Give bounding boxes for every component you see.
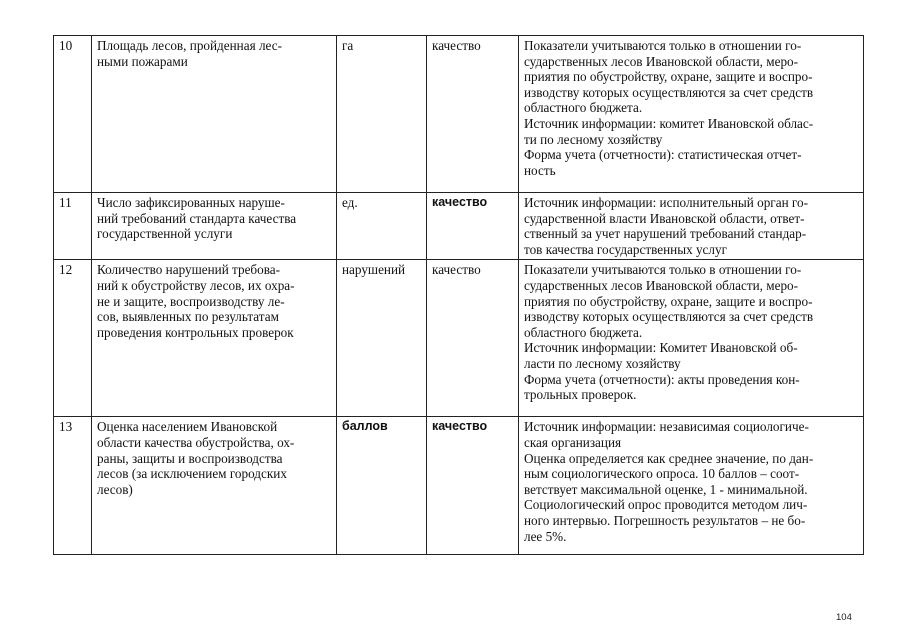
type-cell: качество: [427, 193, 519, 260]
indicator-name: Число зафиксированных наруше- ний требований стандарта качества государственной услуги: [92, 193, 337, 260]
indicators-table: [53, 35, 864, 555]
table-row: [54, 417, 864, 555]
description-cell: Источник информации: исполнительный орган го- сударственной власти Ивановской области, ответ- ственный за учет нарушений требований стандар- тов качества государственных услуг: [519, 193, 864, 260]
table-row: [54, 193, 864, 260]
indicator-name: Площадь лесов, пройденная лес- ными пожарами: [92, 36, 337, 193]
description-cell: Показатели учитываются только в отношении го- сударственных лесов Ивановской области, меро- приятия по обустройству, охране, защите и воспро- изводству которых осуществляются за счет средств областного бюджета. Источник информации: Комитет Ивановской об- ласти по лесному хозяйству Форма учета (отчетности): акты проведения кон- трольных проверок.: [519, 260, 864, 417]
description-cell: Источник информации: независимая социологиче- ская организация Оценка определяется как среднее значение, по дан- ным социологического опроса. 10 баллов – соот- ветствует максимальной оценке, 1 - минимальной. Социологический опрос проводится методом лич- ного интервью. Погрешность результатов – не бо- лее 5%.: [519, 417, 864, 555]
unit-cell: ед.: [337, 193, 427, 260]
indicator-name: Оценка населением Ивановской области качества обустройства, ох- раны, защиты и воспроизводства лесов (за исключением городских лесов): [92, 417, 337, 555]
type-cell: качество: [427, 260, 519, 417]
page-number: 104: [836, 612, 852, 623]
type-cell: качество: [427, 417, 519, 555]
row-number: 10: [54, 36, 92, 193]
row-number: 13: [54, 417, 92, 555]
type-cell: качество: [427, 36, 519, 193]
table-row: [54, 36, 864, 193]
description-cell: Показатели учитываются только в отношении го- сударственных лесов Ивановской области, меро- приятия по обустройству, охране, защите и воспро- изводству которых осуществляются за счет средств областного бюджета. Источник информации: комитет Ивановской облас- ти по лесному хозяйству Форма учета (отчетности): статистическая отчет- ность: [519, 36, 864, 193]
row-number: 12: [54, 260, 92, 417]
unit-cell: баллов: [337, 417, 427, 555]
unit-cell: нарушений: [337, 260, 427, 417]
row-number: 11: [54, 193, 92, 260]
indicator-name: Количество нарушений требова- ний к обустройству лесов, их охра- не и защите, воспроизводству ле- сов, выявленных по результатам проведения контрольных проверок: [92, 260, 337, 417]
unit-cell: га: [337, 36, 427, 193]
table-row: [54, 260, 864, 417]
